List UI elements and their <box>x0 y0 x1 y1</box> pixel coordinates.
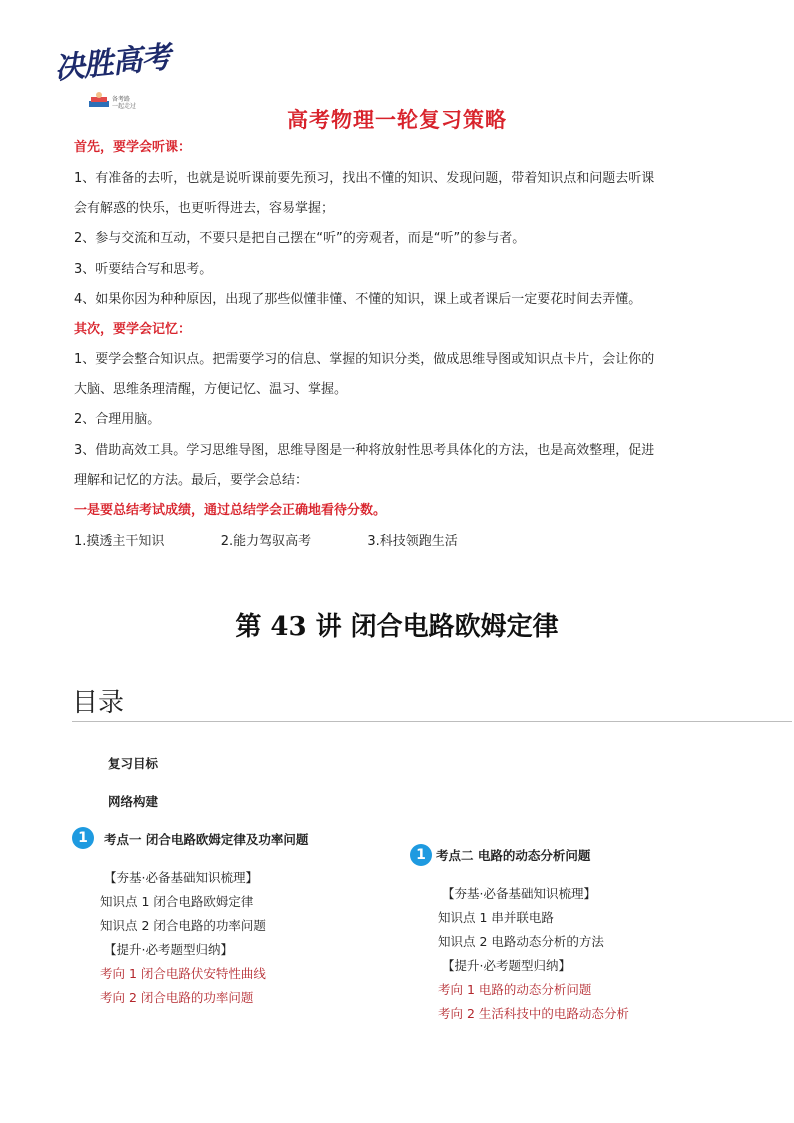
toc-direction-2[interactable]: 考向 2 闭合电路的功率问题 <box>100 990 254 1005</box>
toc-direction-2[interactable]: 考向 2 生活科技中的电路动态分析 <box>438 1006 629 1021</box>
toc-basis-heading: 【夯基·必备基础知识梳理】 <box>442 886 596 901</box>
paragraph-line: 大脑、思维条理清醒，方便记忆、温习、掌握。 <box>74 382 348 397</box>
paragraph-line: 2、合理用脑。 <box>74 412 161 427</box>
toc-knowledge-2[interactable]: 知识点 2 闭合电路的功率问题 <box>100 918 266 933</box>
paragraph-line: 1、有准备的去听，也就是说听课前要先预习，找出不懂的知识、发现问题，带着知识点和问题去听课 <box>74 171 655 186</box>
paragraph-line: 会有解惑的快乐，也更听得进去，容易掌握； <box>74 201 335 216</box>
logo-text: 决胜高考 <box>52 39 172 87</box>
toc-topic-1[interactable]: 考点一 闭合电路欧姆定律及功率问题 <box>104 832 309 847</box>
paragraph-line: 2、参与交流和互动，不要只是把自己摆在“听”的旁观者，而是“听”的参与者。 <box>74 231 526 246</box>
lecture-title: 第 43 讲 闭合电路欧姆定律 <box>235 612 559 642</box>
summary-item: 1.摸透主干知识 <box>74 534 165 549</box>
logo-subtitle: 备考路 一起走过 <box>112 96 137 110</box>
toc-direction-1[interactable]: 考向 1 闭合电路伏安特性曲线 <box>100 966 266 981</box>
toc-topic-2[interactable]: 考点二 电路的动态分析问题 <box>436 848 591 863</box>
toc-direction-1[interactable]: 考向 1 电路的动态分析问题 <box>438 982 592 997</box>
paragraph-line: 4、如果你因为种种原因，出现了那些似懂非懂、不懂的知识，课上或者课后一定要花时间去弄懂。 <box>74 292 642 307</box>
toc-item-network[interactable]: 网络构建 <box>108 794 159 809</box>
toc-improve-heading: 【提升·必考题型归纳】 <box>104 942 233 957</box>
summary-items <box>74 530 734 549</box>
toc-knowledge-1[interactable]: 知识点 1 串并联电路 <box>438 910 554 925</box>
paragraph-line: 3、借助高效工具。学习思维导图，思维导图是一种将放射性思考具体化的方法，也是高效整理，促进 <box>74 443 655 458</box>
summary-item: 2.能力驾驭高考 <box>220 534 312 549</box>
toc-item-goal[interactable]: 复习目标 <box>108 756 159 771</box>
toc-improve-heading: 【提升·必考题型归纳】 <box>442 958 571 973</box>
section-heading-listening: 首先，要学会听课： <box>74 140 192 155</box>
toc-knowledge-2[interactable]: 知识点 2 电路动态分析的方法 <box>438 934 604 949</box>
document-title: 高考物理一轮复习策略 <box>287 108 507 132</box>
summary-red-line: 一是要总结考试成绩，通过总结学会正确地看待分数。 <box>74 503 387 518</box>
toc-divider <box>72 721 792 722</box>
summary-item: 3.科技领跑生活 <box>367 534 458 549</box>
section-heading-memory: 其次，要学会记忆： <box>74 322 192 337</box>
number-badge-icon: 1 <box>410 844 432 866</box>
paragraph-line: 1、要学会整合知识点。把需要学习的信息、掌握的知识分类，做成思维导图或知识点卡片，会让你的 <box>74 352 655 367</box>
number-badge-icon: 1 <box>72 827 94 849</box>
toc-basis-heading: 【夯基·必备基础知识梳理】 <box>104 870 258 885</box>
paragraph-line: 理解和记忆的方法。最后，要学会总结： <box>74 473 309 488</box>
paragraph-line: 3、听要结合写和思考。 <box>74 262 213 277</box>
toc-heading: 目录 <box>72 688 125 718</box>
toc-knowledge-1[interactable]: 知识点 1 闭合电路欧姆定律 <box>100 894 254 909</box>
